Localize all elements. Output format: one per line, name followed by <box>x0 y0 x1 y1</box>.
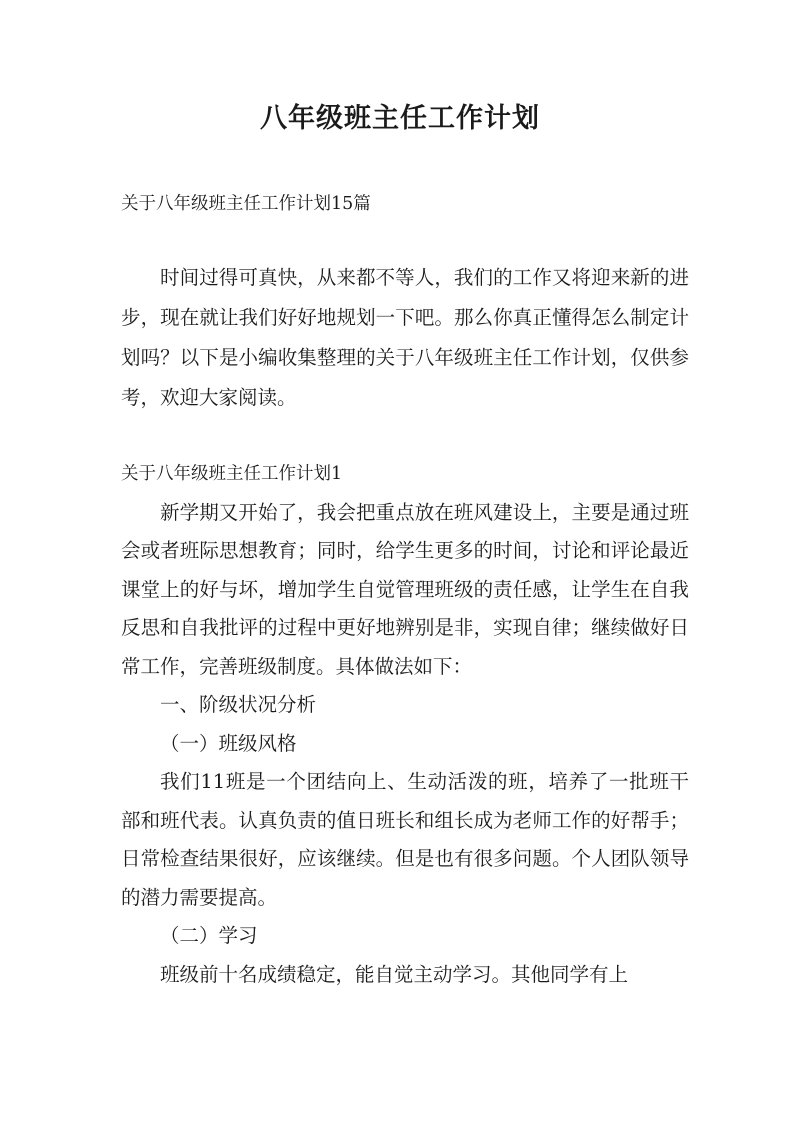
subheading-study: （二）学习 <box>160 924 258 947</box>
document-title: 八年级班主任工作计划 <box>260 103 540 134</box>
subheading-class-style: （一）班级风格 <box>160 731 297 755</box>
section-1 <box>121 455 689 994</box>
paragraph: 我们11班是一个团结向上、生动活泼的班，培养了一批班干部和班代表。认真负责的值日班长和组长成为老师工作的好帮手；日常检查结果很好，应该继续。但是也有很多问题。个人团队领导的潜力需要提高。 <box>121 770 689 909</box>
section-heading: 关于八年级班主任工作计划1 <box>121 464 343 484</box>
document-subtitle: 关于八年级班主任工作计划15篇 <box>121 194 371 214</box>
subheading-analysis: 一、阶级状况分析 <box>160 693 317 716</box>
paragraph: 新学期又开始了，我会把重点放在班风建设上，主要是通过班会或者班际思想教育；同时，给学生更多的时间，讨论和评论最近课堂上的好与坏，增加学生自觉管理班级的责任感，让学生在自我反思和自我批评的过程中更好地辨别是非，实现自律；继续做好日常工作，完善班级制度。具体做法如下： <box>121 500 689 678</box>
intro-paragraph: 时间过得可真快，从来都不等人，我们的工作又将迎来新的进步，现在就让我们好好地规划一下吧。那么你真正懂得怎么制定计划吗？以下是小编收集整理的关于八年级班主任工作计划，仅供参考，欢迎大家阅读。 <box>121 266 689 409</box>
paragraph: 班级前十名成绩稳定，能自觉主动学习。其他同学有上 <box>160 962 629 986</box>
